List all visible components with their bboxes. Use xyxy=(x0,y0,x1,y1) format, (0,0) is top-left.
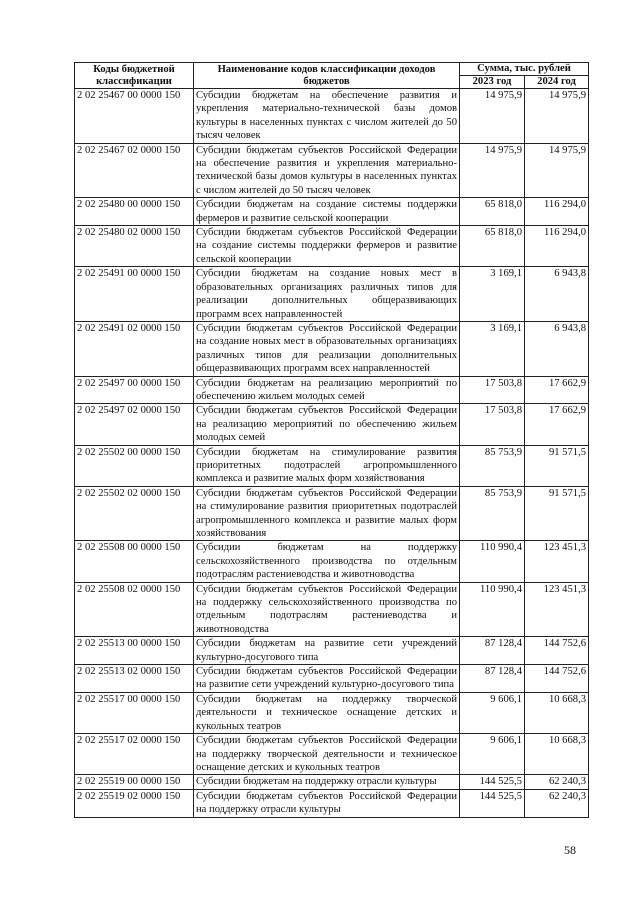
row-name: Субсидии бюджетам на поддержку сельскохозяйственного производства по отдельным подотраслям растениеводства и животноводства xyxy=(194,541,460,582)
row-name: Субсидии бюджетам на стимулирование развития приоритетных подотраслей агропромышленного комплекса и развитие малых форм хозяйствования xyxy=(194,445,460,486)
row-amount-2024: 62 240,3 xyxy=(525,775,589,789)
row-code: 2 02 25519 00 0000 150 xyxy=(75,775,194,789)
row-amount-2023: 14 975,9 xyxy=(460,143,525,198)
row-name: Субсидии бюджетам на поддержку отрасли культуры xyxy=(194,775,460,789)
row-code: 2 02 25517 02 0000 150 xyxy=(75,734,194,775)
table-row xyxy=(75,89,589,144)
row-name: Субсидии бюджетам субъектов Российской Федерации на стимулирование развития приоритетных подотраслей агропромышленного комплекса и развитие малых форм хозяйствования xyxy=(194,486,460,541)
table-row xyxy=(75,734,589,775)
row-amount-2023: 144 525,5 xyxy=(460,775,525,789)
row-amount-2024: 6 943,8 xyxy=(525,267,589,322)
table-row xyxy=(75,582,589,637)
row-amount-2023: 144 525,5 xyxy=(460,789,525,817)
row-amount-2023: 85 753,9 xyxy=(460,486,525,541)
row-code: 2 02 25467 00 0000 150 xyxy=(75,89,194,144)
row-amount-2024: 14 975,9 xyxy=(525,143,589,198)
table-row xyxy=(75,637,589,665)
table-row xyxy=(75,445,589,486)
row-amount-2023: 17 503,8 xyxy=(460,376,525,404)
row-name: Субсидии бюджетам субъектов Российской Федерации на обеспечение развития и укрепления материально-технической базы домов культуры в населенных пунктах с числом жителей до 50 тысяч человек xyxy=(194,143,460,198)
row-amount-2023: 110 990,4 xyxy=(460,541,525,582)
row-amount-2023: 87 128,4 xyxy=(460,665,525,693)
header-year-2024: 2024 год xyxy=(525,76,589,89)
row-amount-2024: 91 571,5 xyxy=(525,486,589,541)
row-code: 2 02 25491 00 0000 150 xyxy=(75,267,194,322)
row-name: Субсидии бюджетам субъектов Российской Федерации на реализацию мероприятий по обеспечению жильем молодых семей xyxy=(194,404,460,445)
table-row xyxy=(75,267,589,322)
table-row xyxy=(75,198,589,226)
table-row xyxy=(75,226,589,267)
row-amount-2023: 3 169,1 xyxy=(460,267,525,322)
row-amount-2024: 10 668,3 xyxy=(525,734,589,775)
row-amount-2023: 17 503,8 xyxy=(460,404,525,445)
table-row xyxy=(75,692,589,733)
header-names: Наименование кодов классификации доходов бюджетов xyxy=(194,63,460,89)
table-row xyxy=(75,541,589,582)
row-amount-2024: 17 662,9 xyxy=(525,404,589,445)
header-codes: Коды бюджетной классификации xyxy=(75,63,194,89)
row-code: 2 02 25508 02 0000 150 xyxy=(75,582,194,637)
row-amount-2024: 91 571,5 xyxy=(525,445,589,486)
row-code: 2 02 25517 00 0000 150 xyxy=(75,692,194,733)
header-year-2023: 2023 год xyxy=(460,76,525,89)
row-amount-2023: 65 818,0 xyxy=(460,226,525,267)
row-amount-2023: 65 818,0 xyxy=(460,198,525,226)
row-amount-2024: 116 294,0 xyxy=(525,226,589,267)
row-amount-2023: 85 753,9 xyxy=(460,445,525,486)
row-code: 2 02 25508 00 0000 150 xyxy=(75,541,194,582)
row-amount-2023: 14 975,9 xyxy=(460,89,525,144)
table-row xyxy=(75,486,589,541)
row-code: 2 02 25497 02 0000 150 xyxy=(75,404,194,445)
table-row xyxy=(75,321,589,376)
row-amount-2024: 10 668,3 xyxy=(525,692,589,733)
header-sum: Сумма, тыс. рублей xyxy=(460,63,589,76)
row-amount-2023: 110 990,4 xyxy=(460,582,525,637)
row-code: 2 02 25519 02 0000 150 xyxy=(75,789,194,817)
row-code: 2 02 25480 02 0000 150 xyxy=(75,226,194,267)
table-row xyxy=(75,376,589,404)
row-code: 2 02 25502 00 0000 150 xyxy=(75,445,194,486)
row-name: Субсидии бюджетам на развитие сети учреждений культурно-досугового типа xyxy=(194,637,460,665)
row-name: Субсидии бюджетам на поддержку творческой деятельности и техническое оснащение детских и кукольных театров xyxy=(194,692,460,733)
row-amount-2024: 14 975,9 xyxy=(525,89,589,144)
row-amount-2024: 144 752,6 xyxy=(525,637,589,665)
row-name: Субсидии бюджетам субъектов Российской Федерации на поддержку отрасли культуры xyxy=(194,789,460,817)
row-amount-2024: 17 662,9 xyxy=(525,376,589,404)
header-row xyxy=(75,63,589,76)
row-name: Субсидии бюджетам субъектов Российской Федерации на создание новых мест в образовательных организациях различных типов для реализации дополнительных общеразвивающих программ всех направленностей xyxy=(194,321,460,376)
budget-income-table xyxy=(74,62,589,818)
row-code: 2 02 25497 00 0000 150 xyxy=(75,376,194,404)
table-row xyxy=(75,404,589,445)
row-name: Субсидии бюджетам на создание системы поддержки фермеров и развитие сельской кооперации xyxy=(194,198,460,226)
row-amount-2024: 144 752,6 xyxy=(525,665,589,693)
row-amount-2023: 9 606,1 xyxy=(460,734,525,775)
row-name: Субсидии бюджетам на создание новых мест в образовательных организациях различных типов для реализации дополнительных общеразвивающих программ всех направленностей xyxy=(194,267,460,322)
row-code: 2 02 25467 02 0000 150 xyxy=(75,143,194,198)
row-amount-2023: 3 169,1 xyxy=(460,321,525,376)
table-row xyxy=(75,775,589,789)
row-code: 2 02 25513 02 0000 150 xyxy=(75,665,194,693)
row-amount-2023: 87 128,4 xyxy=(460,637,525,665)
page-number: 58 xyxy=(564,843,576,857)
row-amount-2024: 116 294,0 xyxy=(525,198,589,226)
row-name: Субсидии бюджетам субъектов Российской Федерации на развитие сети учреждений культурно-досугового типа xyxy=(194,665,460,693)
row-amount-2024: 123 451,3 xyxy=(525,582,589,637)
row-name: Субсидии бюджетам на реализацию мероприятий по обеспечению жильем молодых семей xyxy=(194,376,460,404)
row-name: Субсидии бюджетам на обеспечение развития и укрепления материально-технической базы домов культуры в населенных пунктах с числом жителей до 50 тысяч человек xyxy=(194,89,460,144)
table-row xyxy=(75,665,589,693)
row-name: Субсидии бюджетам субъектов Российской Федерации на поддержку сельскохозяйственного производства по отдельным подотраслям растениеводства и животноводства xyxy=(194,582,460,637)
table-row xyxy=(75,789,589,817)
row-amount-2024: 6 943,8 xyxy=(525,321,589,376)
row-name: Субсидии бюджетам субъектов Российской Федерации на поддержку творческой деятельности и техническое оснащение детских и кукольных театров xyxy=(194,734,460,775)
table-row xyxy=(75,143,589,198)
row-code: 2 02 25491 02 0000 150 xyxy=(75,321,194,376)
row-code: 2 02 25480 00 0000 150 xyxy=(75,198,194,226)
row-name: Субсидии бюджетам субъектов Российской Федерации на создание системы поддержки фермеров и развитие сельской кооперации xyxy=(194,226,460,267)
row-code: 2 02 25513 00 0000 150 xyxy=(75,637,194,665)
row-amount-2023: 9 606,1 xyxy=(460,692,525,733)
row-amount-2024: 62 240,3 xyxy=(525,789,589,817)
row-code: 2 02 25502 02 0000 150 xyxy=(75,486,194,541)
row-amount-2024: 123 451,3 xyxy=(525,541,589,582)
